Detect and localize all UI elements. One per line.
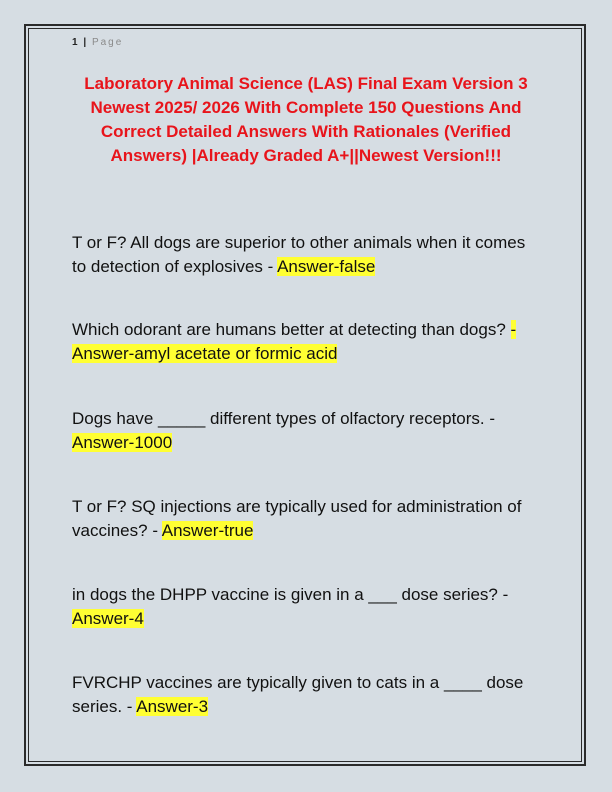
qa-item (72, 318, 542, 366)
page-number-header (72, 37, 123, 48)
answer-text: Answer-true (161, 521, 254, 540)
qa-item (72, 671, 542, 719)
qa-item (72, 231, 542, 279)
qa-item (72, 495, 542, 543)
page-label: Page (91, 37, 124, 48)
page-number: 1 (72, 37, 79, 48)
question-text: FVRCHP vaccines are typically given to cats in a ____ dose series. - (72, 673, 524, 716)
answer-text: Answer-false (277, 257, 376, 276)
question-text: T or F? SQ injections are typically used for administration of vaccines? - (72, 497, 522, 540)
qa-item (72, 583, 542, 631)
question-text: Which odorant are humans better at detecting than dogs? (72, 320, 511, 339)
answer-text: Answer-3 (136, 697, 209, 716)
qa-item (72, 407, 542, 455)
question-text: Dogs have _____ different types of olfactory receptors. - (72, 409, 496, 428)
answer-text: - Answer-amyl acetate or formic acid (72, 320, 517, 363)
question-text: T or F? All dogs are superior to other animals when it comes to detection of explosives - (72, 233, 526, 276)
answer-text: Answer-4 (72, 609, 144, 628)
question-text: in dogs the DHPP vaccine is given in a ___ dose series? - (72, 585, 509, 604)
page-number-separator: | (83, 37, 87, 48)
document-title: Laboratory Animal Science (LAS) Final Exam Version 3 Newest 2025/ 2026 With Complete 150 Questions And Correct Detailed Answers With Rationales (Verified Answers) |Already Graded A+||Newest Version!!! (84, 74, 528, 165)
answer-text: Answer-1000 (72, 433, 173, 452)
